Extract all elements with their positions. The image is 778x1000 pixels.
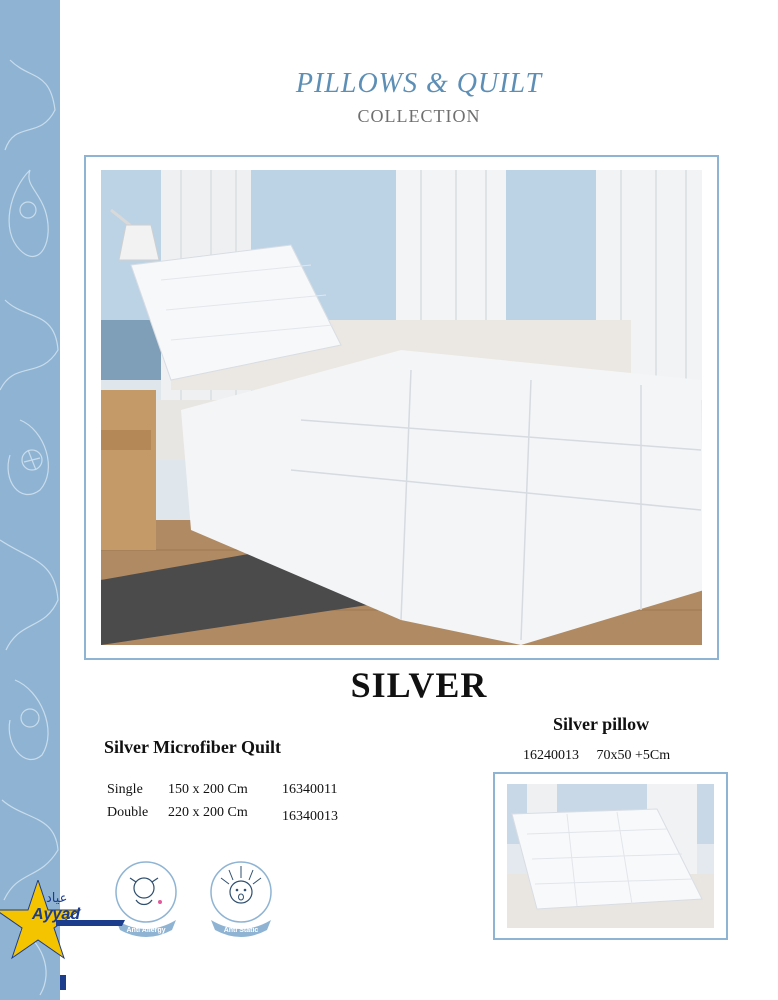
logo-arabic-text: عياد — [46, 891, 68, 906]
collection-subtitle: COLLECTION — [357, 106, 481, 126]
size-dimensions: 150 x 200 Cm — [168, 782, 248, 797]
quilt-title: Silver Microfiber Quilt — [104, 737, 281, 757]
collection-title: PILLOWS & QUILT — [295, 68, 543, 99]
anti-static-badge — [205, 858, 277, 945]
logo-text: Ayyad — [32, 906, 81, 923]
pillow-code: 16240013 — [523, 748, 579, 763]
pillow-photo-frame — [493, 772, 728, 940]
bedroom-scene-image — [101, 170, 702, 645]
badge-label: Anti Static — [223, 927, 259, 934]
pillow-spec — [523, 748, 670, 764]
pillow-dimensions: 70x50 +5Cm — [596, 748, 671, 763]
main-photo-frame — [84, 155, 719, 660]
pillow-photo — [507, 784, 714, 928]
product-name: SILVER — [350, 665, 488, 705]
size-code: 16340013 — [282, 809, 338, 824]
pillow-image — [507, 784, 714, 928]
anti-static-icon — [205, 858, 277, 940]
pillow-title: Silver pillow — [553, 714, 650, 734]
size-dimensions: 220 x 200 Cm — [168, 805, 248, 820]
size-code: 16340011 — [282, 782, 338, 797]
bedroom-photo — [101, 170, 702, 645]
size-label: Single — [107, 782, 143, 797]
floral-pattern-icon — [0, 0, 60, 1000]
page-heading — [60, 68, 778, 127]
size-label: Double — [107, 805, 149, 820]
floral-side-band — [0, 0, 60, 1000]
badge-label: Anti Allergy — [126, 927, 166, 934]
